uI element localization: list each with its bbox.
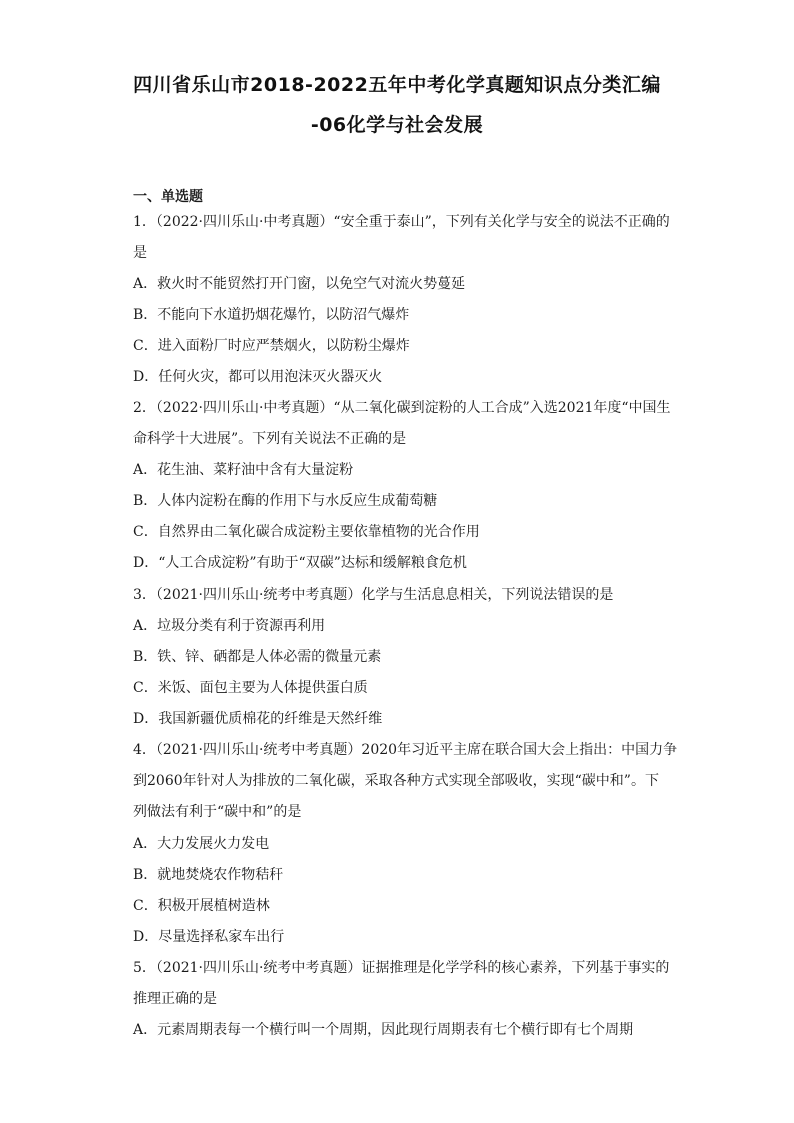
option-line: B．不能向下水道扔烟花爆竹，以防沼气爆炸 [133, 307, 410, 323]
text-line: 3．（2021·四川乐山·统考中考真题）化学与生活息息相关，下列说法错误的是 [133, 587, 614, 603]
text-line: 列做法有利于“碳中和”的是 [133, 804, 302, 820]
text-line: 1．（2022·四川乐山·中考真题）“安全重于泰山”，下列有关化学与安全的说法不正确的 [133, 214, 670, 230]
option-line: A．花生油、菜籽油中含有大量淀粉 [133, 462, 354, 478]
text-line: 是 [133, 245, 147, 261]
option-line: B．铁、锌、硒都是人体必需的微量元素 [133, 649, 382, 665]
option-line: B．就地焚烧农作物秸秆 [133, 867, 284, 883]
text-line: 命科学十大进展”。下列有关说法不正确的是 [133, 431, 407, 447]
option-line: C．米饭、面包主要为人体提供蛋白质 [133, 680, 368, 696]
option-line: D．我国新疆优质棉花的纤维是天然纤维 [133, 711, 383, 727]
text-line: 到2060年针对人为排放的二氧化碳，采取各种方式实现全部吸收，实现“碳中和”。下 [133, 773, 659, 789]
option-line: A．大力发展火力发电 [133, 836, 270, 852]
option-line: D．“人工合成淀粉”有助于“双碳”达标和缓解粮食危机 [133, 555, 467, 571]
text-line: 5．（2021·四川乐山·统考中考真题）证据推理是化学学科的核心素养，下列基于事实的 [133, 960, 670, 976]
document-title-line-1: 四川省乐山市2018-2022五年中考化学真题知识点分类汇编 [133, 74, 661, 96]
text-line: 2．（2022·四川乐山·中考真题）“从二氧化碳到淀粉的人工合成”入选2021年度“中国生 [133, 400, 671, 416]
option-line: C．积极开展植树造林 [133, 898, 270, 914]
option-line: A．垃圾分类有利于资源再利用 [133, 618, 326, 634]
text-line: 4．（2021·四川乐山·统考中考真题）2020年习近平主席在联合国大会上指出：中国力争 [133, 742, 678, 758]
document-title-line-2: -06化学与社会发展 [310, 114, 484, 136]
option-line: C．进入面粉厂时应严禁烟火，以防粉尘爆炸 [133, 338, 410, 354]
text-line: 推理正确的是 [133, 991, 217, 1007]
option-line: A．救火时不能贸然打开门窗，以免空气对流火势蔓延 [133, 276, 466, 292]
option-line: B．人体内淀粉在酶的作用下与水反应生成葡萄糖 [133, 493, 438, 509]
option-line: A．元素周期表每一个横行叫一个周期，因此现行周期表有七个横行即有七个周期 [133, 1022, 634, 1038]
option-line: D．尽量选择私家车出行 [133, 929, 285, 945]
option-line: C．自然界由二氧化碳合成淀粉主要依靠植物的光合作用 [133, 524, 480, 540]
option-line: D．任何火灾，都可以用泡沫灭火器灭火 [133, 369, 383, 385]
section-heading: 一、单选题 [133, 189, 203, 205]
